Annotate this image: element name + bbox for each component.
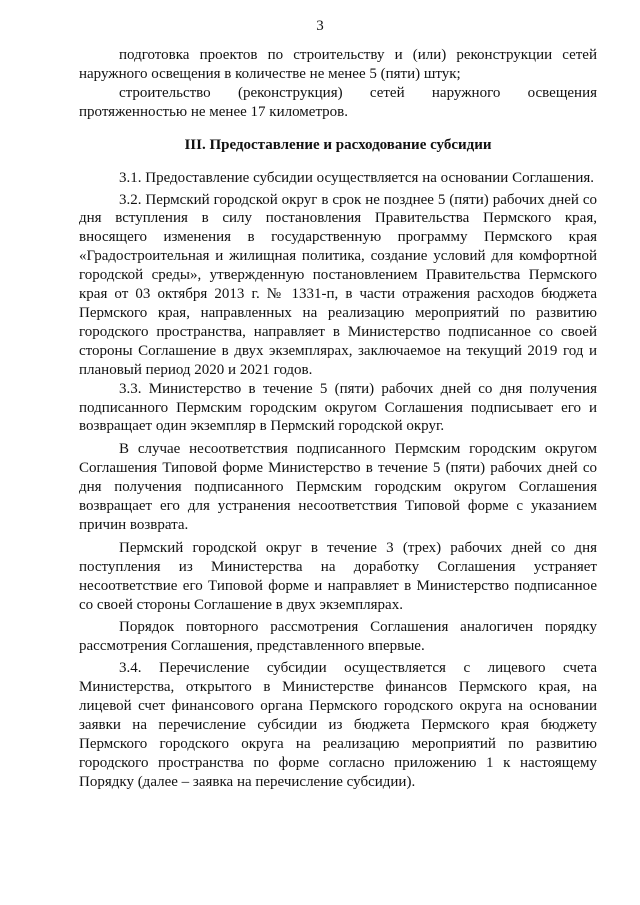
paragraph-3-3: 3.3. Министерство в течение 5 (пяти) рабочих дней со дня получения подписанного Пермским городским округом Соглашения подписывает его и возвращает один экземпляр в Пермский городской округ. (79, 380, 597, 435)
paragraph-3-2: 3.2. Пермский городской округ в срок не позднее 5 (пяти) рабочих дней со дня вступления в силу постановления Правительства Пермского края, вносящего изменения в государственную программу Пермского края «Градостроительная и жилищная политика, создание условий для комфортной городской среды», утвержденную постановлением Правительства Пермского края от 03 октября 2013 г. № 1331-п, в части отражения расходов бюджета Пермского края, направленных на реализацию мероприятий по развитию городского пространства, направляет в Министерство подписанное со своей стороны Соглашение в двух экземплярах, заключаемое на текущий 2019 год и плановый период 2020 и 2021 годов. (79, 191, 597, 378)
paragraph-3-4: 3.4. Перечисление субсидии осуществляется с лицевого счета Министерства, открытого в Министерстве финансов Пермского края, на лицевой счет финансового органа Пермского городского округа на основании заявки на перечисление субсидии из бюджета Пермского края бюджету Пермского городского округа на реализацию мероприятий по развитию городского пространства по форме согласно приложению 1 к настоящему Порядку (далее – заявка на перечисление субсидии). (79, 660, 597, 790)
page-number: 3 (316, 18, 324, 34)
paragraph-repeat-review: Порядок повторного рассмотрения Соглашения аналогичен порядку рассмотрения Соглашения, представленного впервые. (79, 619, 597, 655)
paragraph-correction: Пермский городской округ в течение 3 (трех) рабочих дней со дня поступления из Министерства на доработку Соглашения устраняет несоответствие его Типовой форме и направляет в Министерство подписанное со своей стороны Соглашение в двух экземплярах. (79, 539, 597, 613)
paragraph-3-1: 3.1. Предоставление субсидии осуществляется на основании Соглашения. (119, 169, 595, 186)
paragraph-mismatch-case: В случае несоответствия подписанного Пермским городским округом Соглашения Типовой форме Министерство в течение 5 (пяти) рабочих дней со дня получения подписанного Пермским городским округом Соглашения возвращает его для устранения несоответствия Типовой форме с указанием причин возврата. (79, 441, 597, 533)
section-heading: III. Предоставление и расходование субсидии (184, 136, 492, 153)
paragraph-lighting-construction: строительство (реконструкция) сетей наружного освещения протяженностью не менее 17 километров. (79, 84, 597, 120)
paragraph-lighting-projects: подготовка проектов по строительству и (или) реконструкции сетей наружного освещения в количестве не менее 5 (пяти) штук; (79, 47, 597, 82)
document-body (79, 46, 597, 792)
